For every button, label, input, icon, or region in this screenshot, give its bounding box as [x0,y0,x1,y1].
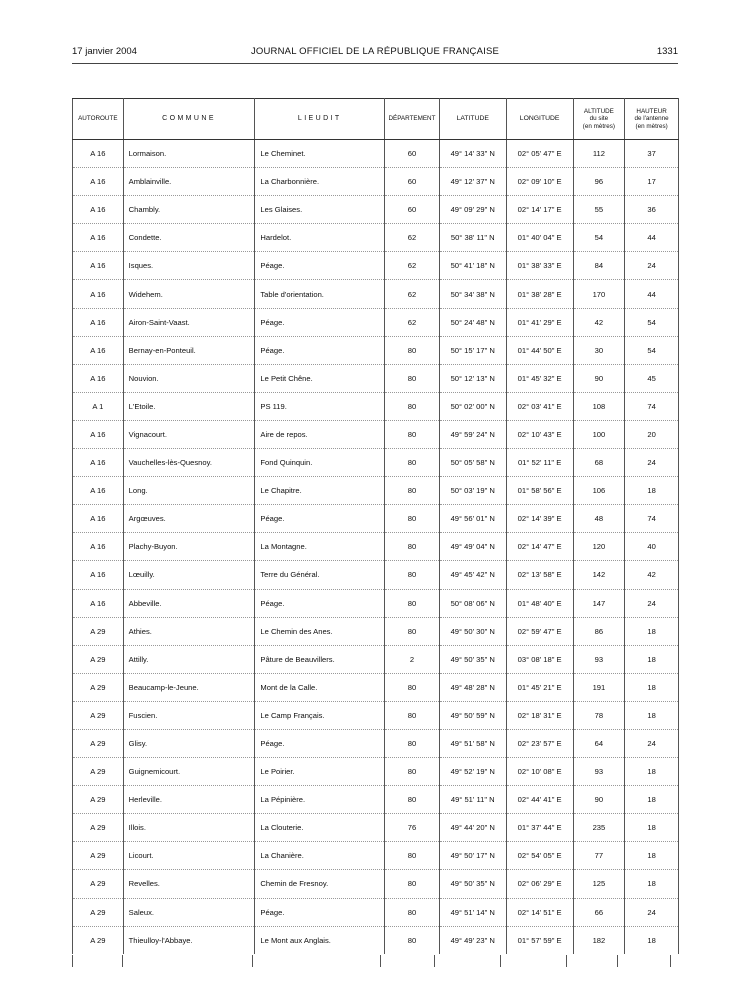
cell-hauteur: 18 [625,701,679,729]
cell-latitude: 50° 34' 38" N [439,280,506,308]
cell-altitude: 96 [573,168,625,196]
cell-altitude: 235 [573,814,625,842]
cell-longitude: 01° 40' 04" E [506,224,573,252]
cell-autoroute: A 29 [73,617,124,645]
table-row [73,898,679,926]
table-row [73,786,679,814]
cell-commune: Glisy. [123,729,255,757]
cell-lieudit: La Charbonnière. [255,168,385,196]
cell-commune: Licourt. [123,842,255,870]
cell-departement: 60 [385,196,440,224]
cell-hauteur: 74 [625,392,679,420]
cell-longitude: 02° 59' 47" E [506,617,573,645]
cell-lieudit: Le Mont aux Anglais. [255,926,385,954]
table-row [73,449,679,477]
cell-altitude: 86 [573,617,625,645]
table-row [73,729,679,757]
cell-longitude: 01° 52' 11" E [506,449,573,477]
cell-altitude: 64 [573,729,625,757]
cell-commune: Abbeville. [123,589,255,617]
cell-autoroute: A 29 [73,898,124,926]
cell-commune: Argœuves. [123,505,255,533]
cell-lieudit: Péage. [255,505,385,533]
col-header-departement: DÉPARTEMENT [385,99,440,140]
cell-hauteur: 54 [625,336,679,364]
cell-departement: 62 [385,280,440,308]
header-page-number: 1331 [656,46,678,57]
cell-autoroute: A 29 [73,870,124,898]
cell-autoroute: A 16 [73,140,124,168]
cell-latitude: 49° 50' 59" N [439,701,506,729]
cell-latitude: 49° 52' 19" N [439,758,506,786]
cell-departement: 80 [385,505,440,533]
cell-commune: Plachy-Buyon. [123,533,255,561]
cell-hauteur: 44 [625,224,679,252]
cell-latitude: 50° 38' 11" N [439,224,506,252]
table-row [73,673,679,701]
table-row [73,252,679,280]
cell-commune: Chambly. [123,196,255,224]
cell-longitude: 01° 57' 59" E [506,926,573,954]
cell-commune: Athies. [123,617,255,645]
cell-departement: 80 [385,561,440,589]
cell-hauteur: 24 [625,589,679,617]
cell-autoroute: A 29 [73,786,124,814]
cell-hauteur: 18 [625,617,679,645]
cell-lieudit: La Pépinière. [255,786,385,814]
cell-altitude: 106 [573,477,625,505]
cell-hauteur: 18 [625,842,679,870]
cell-altitude: 66 [573,898,625,926]
table-row [73,561,679,589]
cell-hauteur: 18 [625,814,679,842]
cell-hauteur: 45 [625,364,679,392]
table-row [73,336,679,364]
cell-autoroute: A 16 [73,336,124,364]
cell-lieudit: Péage. [255,729,385,757]
cell-latitude: 49° 49' 23" N [439,926,506,954]
table-row [73,758,679,786]
col-header-lieudit: LIEUDIT [255,99,385,140]
cell-longitude: 02° 14' 47" E [506,533,573,561]
cell-longitude: 01° 41' 29" E [506,308,573,336]
cell-commune: Saleux. [123,898,255,926]
table-row [73,842,679,870]
cell-autoroute: A 16 [73,168,124,196]
cell-hauteur: 24 [625,729,679,757]
cell-latitude: 49° 14' 33" N [439,140,506,168]
table-row [73,533,679,561]
cell-commune: Guignemicourt. [123,758,255,786]
table-row [73,814,679,842]
cell-longitude: 02° 13' 58" E [506,561,573,589]
cell-altitude: 48 [573,505,625,533]
cell-departement: 80 [385,336,440,364]
cell-departement: 80 [385,786,440,814]
table-row [73,477,679,505]
cell-lieudit: La Chanière. [255,842,385,870]
table-continuation [72,955,679,967]
cell-commune: Attilly. [123,645,255,673]
cell-longitude: 02° 10' 43" E [506,420,573,448]
cell-lieudit: Le Poirier. [255,758,385,786]
antenna-sites-table [72,98,679,954]
cell-hauteur: 42 [625,561,679,589]
cell-commune: L'Etoile. [123,392,255,420]
cell-longitude: 01° 48' 40" E [506,589,573,617]
cell-hauteur: 40 [625,533,679,561]
cell-departement: 80 [385,870,440,898]
cell-commune: Bernay-en-Ponteuil. [123,336,255,364]
cell-latitude: 49° 59' 24" N [439,420,506,448]
cell-hauteur: 54 [625,308,679,336]
cell-lieudit: Péage. [255,898,385,926]
cell-commune: Fuscien. [123,701,255,729]
cell-autoroute: A 16 [73,449,124,477]
cell-altitude: 78 [573,701,625,729]
cell-commune: Nouvion. [123,364,255,392]
cell-departement: 80 [385,898,440,926]
cell-departement: 80 [385,617,440,645]
cell-latitude: 49° 09' 29" N [439,196,506,224]
cell-departement: 80 [385,589,440,617]
cell-autoroute: A 16 [73,477,124,505]
cell-hauteur: 17 [625,168,679,196]
cell-altitude: 120 [573,533,625,561]
cell-hauteur: 18 [625,786,679,814]
cell-departement: 80 [385,533,440,561]
cell-latitude: 50° 12' 13" N [439,364,506,392]
cell-lieudit: Le Chapitre. [255,477,385,505]
cell-hauteur: 18 [625,477,679,505]
cell-latitude: 50° 41' 18" N [439,252,506,280]
cell-latitude: 49° 12' 37" N [439,168,506,196]
cell-longitude: 02° 14' 51" E [506,898,573,926]
cell-autoroute: A 1 [73,392,124,420]
cell-commune: Revelles. [123,870,255,898]
cell-departement: 80 [385,701,440,729]
cell-altitude: 90 [573,364,625,392]
cell-lieudit: La Clouterie. [255,814,385,842]
cell-commune: Long. [123,477,255,505]
cell-altitude: 125 [573,870,625,898]
cell-lieudit: Fond Quinquin. [255,449,385,477]
table-row [73,926,679,954]
cell-autoroute: A 29 [73,701,124,729]
cell-hauteur: 37 [625,140,679,168]
cell-lieudit: La Montagne. [255,533,385,561]
cell-departement: 80 [385,477,440,505]
col-header-longitude: LONGITUDE [506,99,573,140]
col-header-hauteur: HAUTEUR de l'antenne (en mètres) [625,99,679,140]
cell-hauteur: 20 [625,420,679,448]
cell-altitude: 112 [573,140,625,168]
cell-departement: 62 [385,252,440,280]
cell-autoroute: A 29 [73,926,124,954]
header-rule [72,63,678,64]
table-row [73,505,679,533]
table-row [73,392,679,420]
cell-longitude: 01° 45' 32" E [506,364,573,392]
cell-lieudit: Péage. [255,308,385,336]
table-header-row [73,99,679,140]
cell-autoroute: A 29 [73,814,124,842]
cell-lieudit: Terre du Général. [255,561,385,589]
cell-longitude: 02° 06' 29" E [506,870,573,898]
cell-hauteur: 24 [625,898,679,926]
cell-longitude: 02° 14' 39" E [506,505,573,533]
cell-hauteur: 18 [625,870,679,898]
table-row [73,308,679,336]
cell-altitude: 142 [573,561,625,589]
cell-latitude: 50° 24' 48" N [439,308,506,336]
cell-longitude: 02° 03' 41" E [506,392,573,420]
cell-lieudit: Table d'orientation. [255,280,385,308]
cell-commune: Thieulloy-l'Abbaye. [123,926,255,954]
col-header-altitude: ALTITUDE du site (en mètres) [573,99,625,140]
cell-departement: 80 [385,449,440,477]
col-header-commune: COMMUNE [123,99,255,140]
cell-longitude: 01° 45' 21" E [506,673,573,701]
cell-departement: 80 [385,926,440,954]
cell-departement: 60 [385,140,440,168]
cell-autoroute: A 16 [73,589,124,617]
table-row [73,589,679,617]
cell-latitude: 50° 15' 17" N [439,336,506,364]
cell-lieudit: Le Camp Français. [255,701,385,729]
cell-departement: 80 [385,420,440,448]
cell-longitude: 03° 08' 18" E [506,645,573,673]
cell-hauteur: 18 [625,758,679,786]
cell-latitude: 49° 56' 01" N [439,505,506,533]
table-row [73,701,679,729]
cell-altitude: 170 [573,280,625,308]
cell-latitude: 49° 50' 35" N [439,645,506,673]
table-row [73,617,679,645]
cell-lieudit: Le Petit Chêne. [255,364,385,392]
cell-longitude: 02° 14' 17" E [506,196,573,224]
cell-autoroute: A 16 [73,280,124,308]
cell-autoroute: A 16 [73,196,124,224]
cell-longitude: 01° 38' 28" E [506,280,573,308]
cell-commune: Beaucamp-le-Jeune. [123,673,255,701]
cell-commune: Amblainville. [123,168,255,196]
col-header-autoroute: AUTOROUTE [73,99,124,140]
cell-lieudit: Le Cheminet. [255,140,385,168]
cell-latitude: 50° 05' 58" N [439,449,506,477]
cell-latitude: 50° 08' 06" N [439,589,506,617]
cell-altitude: 90 [573,786,625,814]
page-header [72,46,678,64]
cell-autoroute: A 29 [73,842,124,870]
cell-latitude: 50° 03' 19" N [439,477,506,505]
col-header-latitude: LATITUDE [439,99,506,140]
cell-autoroute: A 29 [73,645,124,673]
cell-commune: Vignacourt. [123,420,255,448]
cell-longitude: 02° 54' 05" E [506,842,573,870]
cell-commune: Illois. [123,814,255,842]
cell-autoroute: A 29 [73,758,124,786]
cell-altitude: 77 [573,842,625,870]
cell-hauteur: 18 [625,673,679,701]
cell-commune: Condette. [123,224,255,252]
cell-departement: 80 [385,364,440,392]
cell-lieudit: Péage. [255,589,385,617]
table-row [73,168,679,196]
cell-altitude: 93 [573,758,625,786]
cell-longitude: 02° 44' 41" E [506,786,573,814]
cell-departement: 2 [385,645,440,673]
cell-autoroute: A 16 [73,252,124,280]
cell-altitude: 42 [573,308,625,336]
cell-departement: 80 [385,673,440,701]
cell-latitude: 49° 50' 35" N [439,870,506,898]
table-row [73,224,679,252]
cell-hauteur: 24 [625,252,679,280]
table-row [73,870,679,898]
cell-lieudit: Mont de la Calle. [255,673,385,701]
cell-lieudit: Pâture de Beauvillers. [255,645,385,673]
cell-longitude: 01° 37' 44" E [506,814,573,842]
cell-commune: Lormaison. [123,140,255,168]
cell-altitude: 147 [573,589,625,617]
cell-latitude: 50° 02' 00" N [439,392,506,420]
cell-autoroute: A 16 [73,505,124,533]
header-title: JOURNAL OFFICIEL DE LA RÉPUBLIQUE FRANÇAISE [250,46,500,57]
cell-altitude: 100 [573,420,625,448]
cell-lieudit: Les Glaises. [255,196,385,224]
cell-departement: 60 [385,168,440,196]
table-row [73,364,679,392]
cell-commune: Airon-Saint-Vaast. [123,308,255,336]
cell-departement: 80 [385,758,440,786]
table-row [73,420,679,448]
cell-altitude: 108 [573,392,625,420]
cell-hauteur: 74 [625,505,679,533]
cell-lieudit: Le Chemin des Anes. [255,617,385,645]
cell-departement: 62 [385,224,440,252]
table-row [73,196,679,224]
table-row [73,645,679,673]
cell-longitude: 01° 44' 50" E [506,336,573,364]
cell-hauteur: 24 [625,449,679,477]
cell-autoroute: A 16 [73,364,124,392]
cell-latitude: 49° 49' 04" N [439,533,506,561]
cell-altitude: 54 [573,224,625,252]
cell-departement: 80 [385,842,440,870]
cell-lieudit: Péage. [255,252,385,280]
cell-latitude: 49° 45' 42" N [439,561,506,589]
cell-departement: 80 [385,392,440,420]
cell-lieudit: PS 119. [255,392,385,420]
cell-lieudit: Chemin de Fresnoy. [255,870,385,898]
cell-latitude: 49° 51' 14" N [439,898,506,926]
cell-hauteur: 18 [625,926,679,954]
cell-lieudit: Hardelot. [255,224,385,252]
cell-altitude: 182 [573,926,625,954]
cell-longitude: 01° 38' 33" E [506,252,573,280]
cell-longitude: 02° 18' 31" E [506,701,573,729]
cell-altitude: 30 [573,336,625,364]
cell-departement: 76 [385,814,440,842]
cell-altitude: 68 [573,449,625,477]
cell-autoroute: A 16 [73,224,124,252]
cell-longitude: 02° 23' 57" E [506,729,573,757]
cell-latitude: 49° 50' 30" N [439,617,506,645]
cell-altitude: 93 [573,645,625,673]
table-row [73,140,679,168]
cell-autoroute: A 29 [73,729,124,757]
cell-latitude: 49° 48' 28" N [439,673,506,701]
cell-hauteur: 36 [625,196,679,224]
cell-altitude: 55 [573,196,625,224]
cell-longitude: 01° 58' 56" E [506,477,573,505]
cell-autoroute: A 16 [73,420,124,448]
cell-longitude: 02° 10' 08" E [506,758,573,786]
cell-hauteur: 18 [625,645,679,673]
cell-latitude: 49° 50' 17" N [439,842,506,870]
cell-latitude: 49° 51' 11" N [439,786,506,814]
cell-latitude: 49° 51' 58" N [439,729,506,757]
table-body [73,140,679,954]
cell-commune: Lœuilly. [123,561,255,589]
cell-longitude: 02° 09' 10" E [506,168,573,196]
cell-commune: Herleville. [123,786,255,814]
cell-autoroute: A 16 [73,533,124,561]
cell-hauteur: 44 [625,280,679,308]
cell-departement: 62 [385,308,440,336]
cell-lieudit: Péage. [255,336,385,364]
header-date: 17 janvier 2004 [72,46,137,57]
table-row [73,280,679,308]
cell-lieudit: Aire de repos. [255,420,385,448]
cell-commune: Vauchelles-lès-Quesnoy. [123,449,255,477]
cell-latitude: 49° 44' 20" N [439,814,506,842]
cell-longitude: 02° 05' 47" E [506,140,573,168]
cell-departement: 80 [385,729,440,757]
cell-altitude: 84 [573,252,625,280]
cell-commune: Widehem. [123,280,255,308]
cell-autoroute: A 29 [73,673,124,701]
cell-autoroute: A 16 [73,308,124,336]
cell-altitude: 191 [573,673,625,701]
cell-commune: Isques. [123,252,255,280]
cell-autoroute: A 16 [73,561,124,589]
